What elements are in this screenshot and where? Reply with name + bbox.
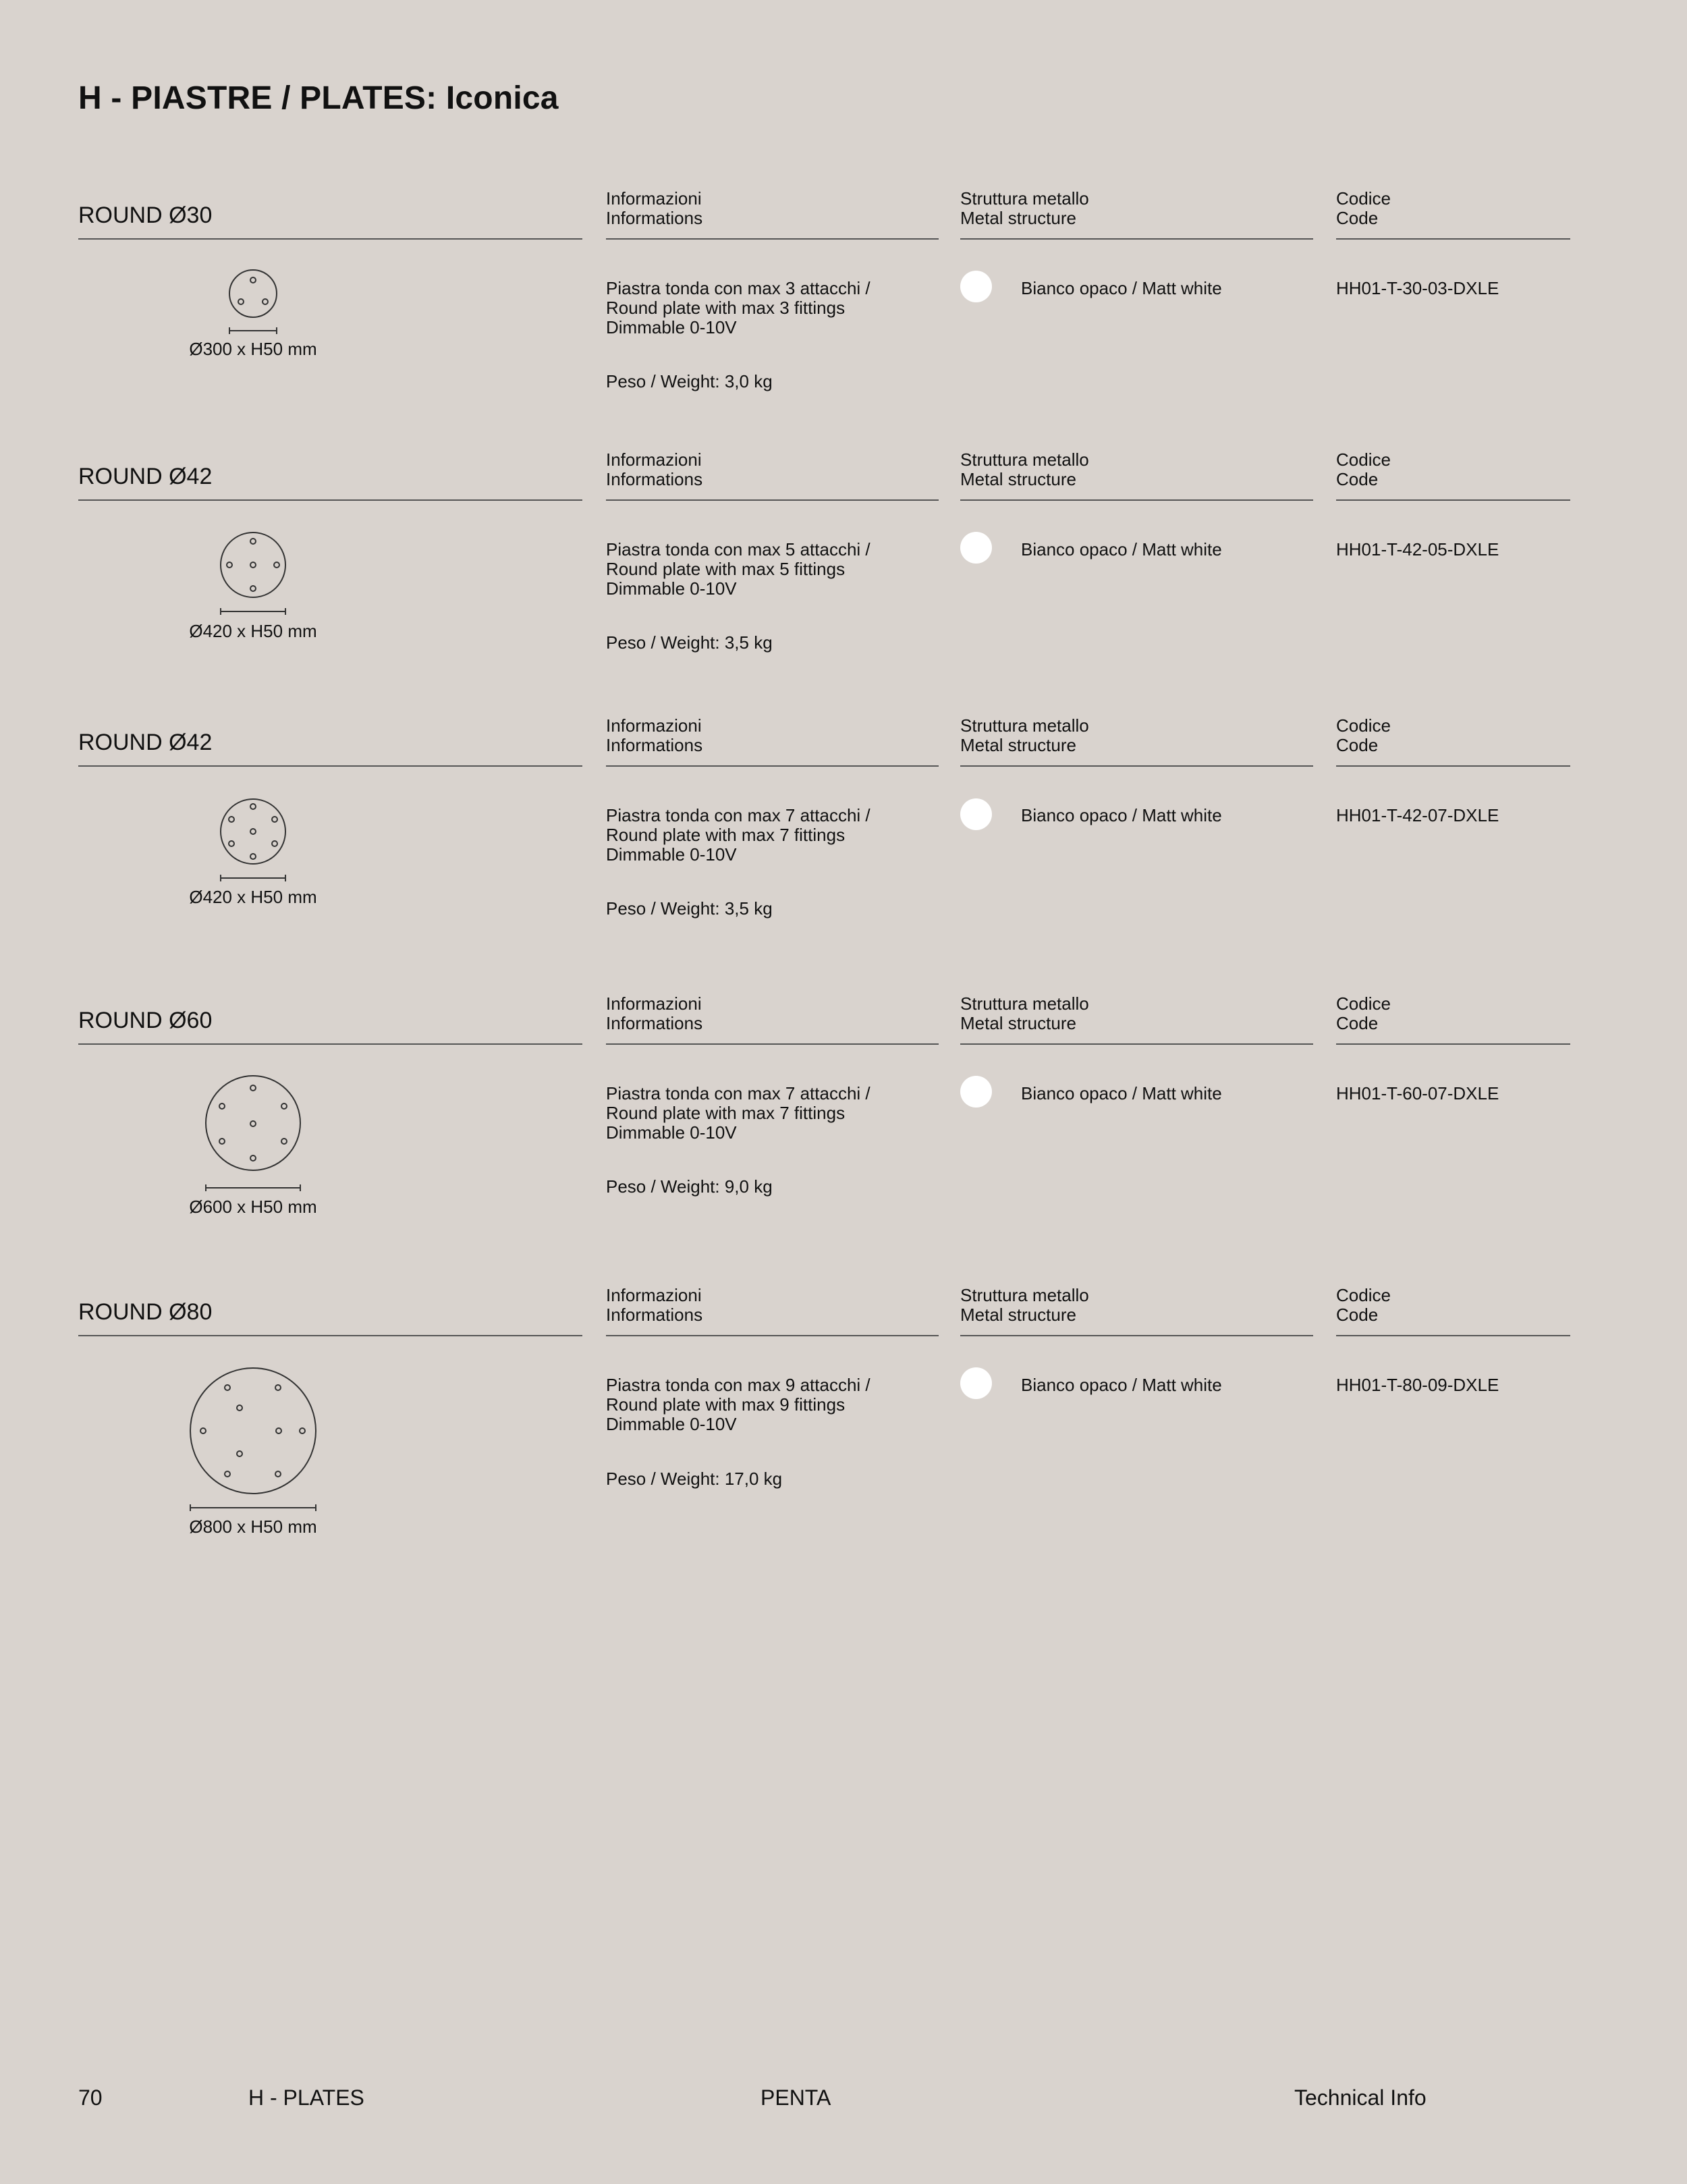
info-header: Informazioni Informations — [606, 715, 703, 755]
code-header: Codice Code — [1336, 715, 1391, 755]
product-code: HH01-T-42-07-DXLE — [1336, 805, 1499, 825]
divider — [960, 238, 1313, 240]
finish-label: Bianco opaco / Matt white — [1021, 278, 1222, 298]
product-name: ROUND Ø30 — [78, 202, 213, 228]
product-code: HH01-T-80-09-DXLE — [1336, 1375, 1499, 1395]
divider — [78, 238, 582, 240]
white-color-swatch-icon — [960, 798, 992, 830]
divider — [78, 499, 582, 501]
divider — [78, 1335, 582, 1336]
product-description: Piastra tonda con max 7 attacchi / Round plate with max 7 fittings Dimmable 0-10V — [606, 805, 870, 865]
product-description: Piastra tonda con max 3 attacchi / Round plate with max 3 fittings Dimmable 0-10V — [606, 278, 870, 337]
metal-header: Struttura metallo Metal structure — [960, 993, 1089, 1033]
finish-label: Bianco opaco / Matt white — [1021, 539, 1222, 559]
product-name: ROUND Ø60 — [78, 1008, 213, 1033]
product-name: ROUND Ø42 — [78, 730, 213, 755]
divider — [606, 1043, 939, 1045]
divider — [1336, 1335, 1570, 1336]
product-name: ROUND Ø80 — [78, 1299, 213, 1325]
round-plate-drawing-icon — [135, 794, 371, 889]
finish-label: Bianco opaco / Matt white — [1021, 805, 1222, 825]
page-number: 70 — [78, 2085, 103, 2110]
footer-category: Technical Info — [1294, 2085, 1427, 2110]
info-header: Informazioni Informations — [606, 1285, 703, 1325]
divider — [1336, 238, 1570, 240]
product-code: HH01-T-60-07-DXLE — [1336, 1083, 1499, 1103]
divider — [960, 499, 1313, 501]
product-name: ROUND Ø42 — [78, 464, 213, 489]
metal-header: Struttura metallo Metal structure — [960, 1285, 1089, 1325]
divider — [78, 1043, 582, 1045]
code-header: Codice Code — [1336, 188, 1391, 228]
round-plate-drawing-icon — [135, 1362, 371, 1524]
divider — [606, 765, 939, 767]
divider — [1336, 765, 1570, 767]
metal-header: Struttura metallo Metal structure — [960, 188, 1089, 228]
metal-header: Struttura metallo Metal structure — [960, 449, 1089, 489]
round-plate-drawing-icon — [135, 528, 371, 622]
code-header: Codice Code — [1336, 449, 1391, 489]
divider — [606, 238, 939, 240]
dimension-label: Ø420 x H50 mm — [189, 621, 317, 641]
dimension-label: Ø800 x H50 mm — [189, 1517, 317, 1537]
dimension-label: Ø600 x H50 mm — [189, 1197, 317, 1217]
weight-label: Peso / Weight: 3,5 kg — [606, 632, 773, 653]
divider — [606, 499, 939, 501]
weight-label: Peso / Weight: 3,0 kg — [606, 371, 773, 391]
divider — [960, 1335, 1313, 1336]
info-header: Informazioni Informations — [606, 993, 703, 1033]
round-plate-drawing-icon — [135, 267, 371, 341]
white-color-swatch-icon — [960, 1367, 992, 1399]
footer-section: H - PLATES — [248, 2085, 364, 2110]
footer-brand: PENTA — [760, 2085, 831, 2110]
page-title: H - PIASTRE / PLATES: Iconica — [78, 80, 559, 116]
weight-label: Peso / Weight: 17,0 kg — [606, 1469, 783, 1489]
product-description: Piastra tonda con max 7 attacchi / Round plate with max 7 fittings Dimmable 0-10V — [606, 1083, 870, 1143]
divider — [960, 765, 1313, 767]
finish-label: Bianco opaco / Matt white — [1021, 1375, 1222, 1395]
divider — [1336, 499, 1570, 501]
dimension-label: Ø420 x H50 mm — [189, 887, 317, 907]
product-code: HH01-T-30-03-DXLE — [1336, 278, 1499, 298]
finish-label: Bianco opaco / Matt white — [1021, 1083, 1222, 1103]
weight-label: Peso / Weight: 9,0 kg — [606, 1176, 773, 1197]
white-color-swatch-icon — [960, 271, 992, 302]
product-description: Piastra tonda con max 9 attacchi / Round plate with max 9 fittings Dimmable 0-10V — [606, 1375, 870, 1434]
divider — [960, 1043, 1313, 1045]
divider — [606, 1335, 939, 1336]
white-color-swatch-icon — [960, 1076, 992, 1108]
product-code: HH01-T-42-05-DXLE — [1336, 539, 1499, 559]
dimension-label: Ø300 x H50 mm — [189, 339, 317, 359]
code-header: Codice Code — [1336, 1285, 1391, 1325]
weight-label: Peso / Weight: 3,5 kg — [606, 898, 773, 919]
round-plate-drawing-icon — [135, 1072, 371, 1193]
info-header: Informazioni Informations — [606, 188, 703, 228]
product-description: Piastra tonda con max 5 attacchi / Round plate with max 5 fittings Dimmable 0-10V — [606, 539, 870, 599]
metal-header: Struttura metallo Metal structure — [960, 715, 1089, 755]
info-header: Informazioni Informations — [606, 449, 703, 489]
divider — [1336, 1043, 1570, 1045]
code-header: Codice Code — [1336, 993, 1391, 1033]
white-color-swatch-icon — [960, 532, 992, 564]
divider — [78, 765, 582, 767]
